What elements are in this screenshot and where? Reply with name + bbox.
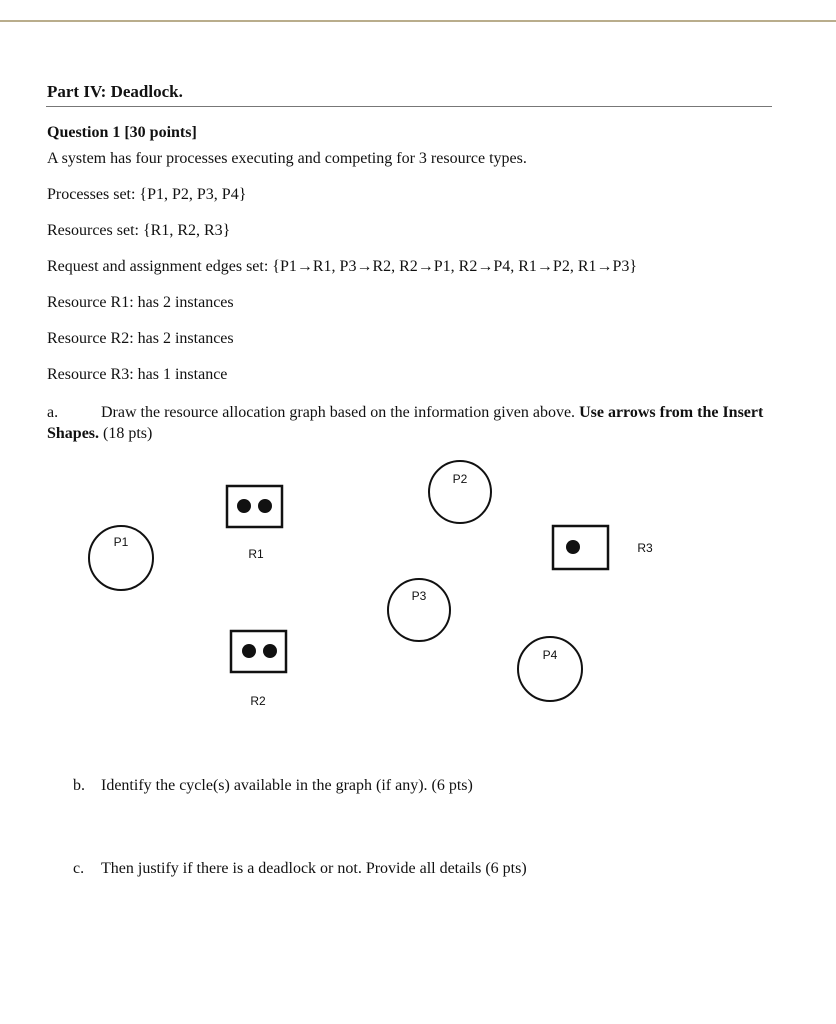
resource-r3-label: R3	[637, 541, 653, 555]
part-b-text: Identify the cycle(s) available in the graph (if any). (6 pts)	[101, 777, 473, 794]
resource-r1-label: R1	[248, 547, 264, 561]
part-a-points: (18 pts)	[103, 425, 153, 442]
resource-r2-instance	[263, 644, 277, 658]
process-p3[interactable]	[388, 579, 450, 641]
process-p2-label: P2	[452, 472, 468, 486]
edges-set: Request and assignment edges set: {P1→R1, P3→R2, R2→P1, R2→P4, R1→P2, R1→P3}	[47, 258, 638, 275]
part-divider	[46, 106, 772, 107]
resource-r2-info: Resource R2: has 2 instances	[47, 330, 234, 347]
process-p1-label: P1	[113, 535, 129, 549]
process-p2-circle	[429, 461, 491, 523]
process-p4-label: P4	[542, 648, 558, 662]
resource-r2[interactable]	[231, 631, 286, 708]
question-intro: A system has four processes executing and competing for 3 resource types.	[47, 150, 527, 167]
processes-set: Processes set: {P1, P2, P3, P4}	[47, 186, 247, 203]
part-b	[73, 777, 473, 795]
process-p2[interactable]	[429, 461, 491, 523]
part-b-number: b.	[73, 777, 85, 794]
resource-r3-info: Resource R3: has 1 instance	[47, 366, 228, 383]
resource-r3[interactable]	[553, 526, 653, 569]
part-a-bold: Use arrows from the Insert Shapes.	[47, 404, 764, 442]
resource-allocation-graph	[0, 440, 836, 730]
part-title: Part IV: Deadlock.	[47, 82, 183, 101]
top-divider	[0, 20, 836, 22]
resource-r2-instance	[242, 644, 256, 658]
resource-r1[interactable]	[227, 486, 282, 561]
resource-r1-box	[227, 486, 282, 527]
part-c-text: Then justify if there is a deadlock or not. Provide all details (6 pts)	[101, 860, 527, 877]
resources-set: Resources set: {R1, R2, R3}	[47, 222, 231, 239]
part-a-number: a.	[47, 404, 59, 421]
part-a-text: Draw the resource allocation graph based on the information given above.	[101, 404, 576, 421]
resource-r1-info: Resource R1: has 2 instances	[47, 294, 234, 311]
process-p3-label: P3	[411, 589, 427, 603]
part-c	[73, 860, 527, 878]
resource-r2-box	[231, 631, 286, 672]
process-p4[interactable]	[518, 637, 582, 701]
resource-r3-box	[553, 526, 608, 569]
resource-r1-instance	[258, 499, 272, 513]
resource-r3-instance	[566, 540, 580, 554]
process-p4-circle	[518, 637, 582, 701]
resource-r1-instance	[237, 499, 251, 513]
part-a	[47, 402, 787, 444]
part-c-number: c.	[73, 860, 85, 877]
question-title: Question 1 [30 points]	[47, 124, 197, 141]
resource-r2-label: R2	[250, 694, 266, 708]
process-p1[interactable]	[89, 526, 153, 590]
